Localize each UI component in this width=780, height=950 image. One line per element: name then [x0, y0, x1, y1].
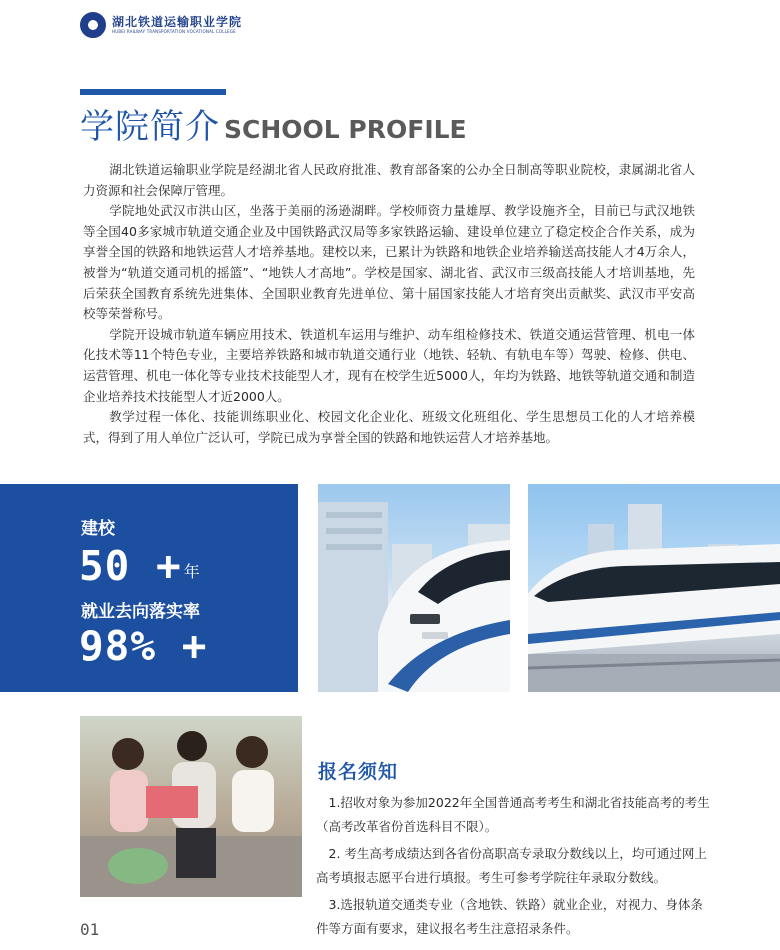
title-accent-bar	[80, 89, 226, 95]
students-photo	[80, 716, 302, 897]
students-illustration	[80, 716, 302, 897]
logo-text	[112, 15, 242, 35]
profile-text	[83, 160, 695, 448]
school-name: 湖北铁道运输职业学院	[112, 15, 243, 29]
train-front-photo	[318, 484, 510, 692]
train-front-illustration	[318, 484, 510, 692]
school-emblem-icon	[80, 12, 106, 38]
page-number: 01	[80, 920, 100, 939]
founded-unit: 年	[183, 562, 201, 581]
registration-title: 报名须知	[318, 761, 399, 783]
profile-paragraph: 湖北铁道运输职业学院是经湖北省人民政府批准、教育部备案的公办全日制高等职业院校，隶属湖北省人力资源和社会保障厅管理。	[83, 162, 695, 198]
profile-paragraph: 学院开设城市轨道车辆应用技术、铁道机车运用与维护、动车组检修技术、铁道交通运营管理、机电一体化技术等11个特色专业，主要培养铁路和城市轨道交通行业（地铁、轻轨、有轨电车等）驾驶、检修、供电、运营管理、机电一体化等专业技术技能型人才，现有在校学生近5000人，年均为铁路、地铁等轨道交通和制造企业培养技术技能型人才近2000人。	[83, 326, 695, 404]
profile-paragraph: 教学过程一体化、技能训练职业化、校园文化企业化、班级文化班组化、学生思想员工化的人才培养模式，得到了用人单位广泛认可，学院已成为享誉全国的铁路和地铁运营人才培养基地。	[83, 409, 695, 445]
registration-item: 3.选报轨道交通类专业（含地铁、铁路）就业企业，对视力、身体条件等方面有要求，建议报名考生注意招录条件。	[316, 897, 703, 936]
profile-paragraph: 学院地处武汉市洪山区，坐落于美丽的汤逊湖畔。学校师资力量雄厚、教学设施齐全，目前已与武汉地铁等全国40多家城市轨道交通企业及中国铁路武汉局等多家铁路运输、建设单位建立了稳定校企合作关系，成为享誉全国的铁路和地铁运营人才培养基地。建校以来，已累计为铁路和地铁企业培养输送高技能人才4万余人，被誉为“轨道交通司机的摇篮”、“地铁人才高地”。学校是国家、湖北省、武汉市三级高技能人才培训基地，先后荣获全国教育系统先进集体、全国职业教育先进单位、第十届国家技能人才培育突出贡献奖、武汉市平安高校等荣誉称号。	[83, 203, 695, 322]
founded-label: 建校	[81, 519, 115, 539]
registration-item: 1.招收对象为参加2022年全国普通高考考生和湖北省技能高考的考生（高考改革省份首选科目不限）。	[316, 795, 710, 834]
school-name-en: HUBEI RAILWAY TRANSPORTATION VOCATIONAL COLLEGE	[112, 29, 236, 34]
founded-value: 50 +	[79, 542, 182, 590]
train-side-illustration	[528, 484, 780, 692]
registration-item: 2. 考生高考成绩达到各省份高职高专录取分数线以上，均可通过网上高考填报志愿平台进行填报。考生可参考学院往年录取分数线。	[316, 846, 707, 885]
stats-panel	[0, 484, 298, 692]
registration-list	[316, 791, 712, 941]
employment-label: 就业去向落实率	[81, 602, 200, 622]
school-logo	[80, 12, 242, 38]
section-title	[80, 106, 467, 148]
section-title-en: SCHOOL PROFILE	[224, 115, 467, 144]
employment-value: 98% +	[79, 622, 208, 670]
section-title-cn: 学院简介	[80, 107, 220, 147]
train-side-photo	[528, 484, 780, 692]
founded-stat	[79, 544, 201, 594]
